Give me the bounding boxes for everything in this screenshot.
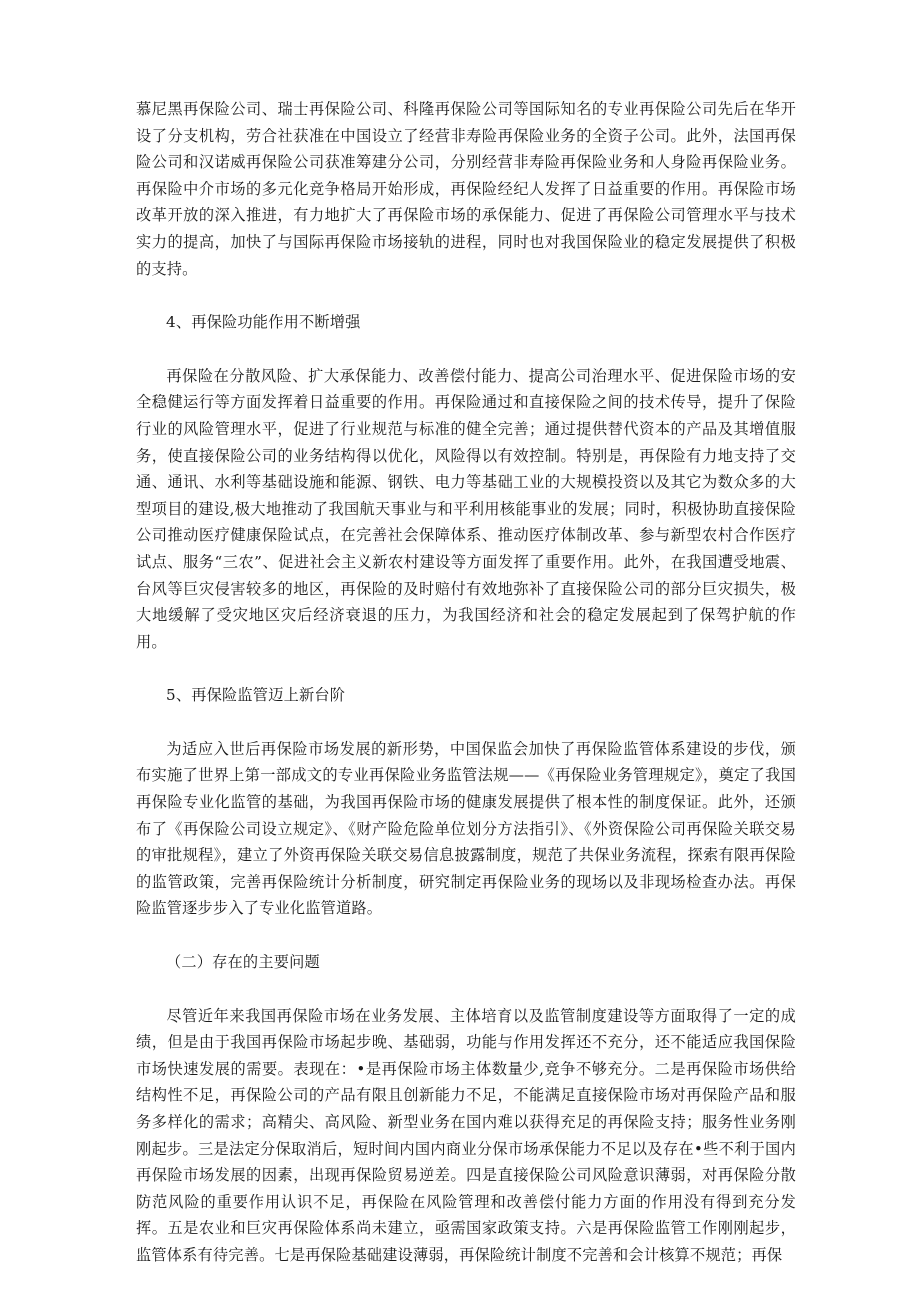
paragraph-existing-problems: 尽管近年来我国再保险市场在业务发展、主体培育以及监管制度建设等方面取得了一定的成绩，但是由于我国再保险市场起步晚、基础弱，功能与作用发挥还不充分，还不能适应我国保险市场快速发展的需要。表现在：•是再保险市场主体数量少,竞争不够充分。二是再保险市场供给结构性不足，再保险公司的产品有限且创新能力不足，不能满足直接保险市场对再保险产品和服务多样化的需求；高精尖、高风险、新型业务在国内难以获得充足的再保险支持；服务性业务刚刚起步。三是法定分保取消后，短时间内国内商业分保市场承保能力不足以及存在•些不利于国内再保险市场发展的因素，出现再保险贸易逆差。四是直接保险公司风险意识薄弱，对再保险分散防范风险的重要作用认识不足，再保险在风险管理和改善偿付能力方面的作用没有得到充分发挥。五是农业和巨灾再保险体系尚未建立，亟需国家政策支持。六是再保险监管工作刚刚起步，监管体系有待完善。七是再保险基础建设薄弱，再保险统计制度不完善和会计核算不规范；再保 [136,1006,796,1264]
document-page [136,96,796,1269]
heading-section-4: 4、再保险功能作用不断增强 [166,313,361,332]
heading-main-problems: （二）存在的主要问题 [166,953,320,972]
paragraph-reinsurance-regulation: 为适应入世后再保险市场发展的新形势，中国保监会加快了再保险监管体系建设的步伐，颁布实施了世界上第一部成文的专业再保险业务监管法规——《再保险业务管理规定》，奠定了我国再保险专业化监管的基础，为我国再保险市场的健康发展提供了根本性的制度保证。此外，还颁布了《再保险公司设立规定》、《财产险危险单位划分方法指引》、《外资保险公司再保险关联交易的审批规程》，建立了外资再保险关联交易信息披露制度，规范了共保业务流程，探索有限再保险的监管政策，完善再保险统计分析制度，研究制定再保险业务的现场以及非现场检查办法。再保险监管逐步步入了专业化监管道路。 [136,739,796,918]
heading-section-5: 5、再保险监管迈上新台阶 [166,686,346,705]
paragraph-reinsurance-function: 再保险在分散风险、扩大承保能力、改善偿付能力、提高公司治理水平、促进保险市场的安全稳健运行等方面发挥着日益重要的作用。再保险通过和直接保险之间的技术传导，提升了保险行业的风险管理水平，促进了行业规范与标准的健全完善；通过提供替代资本的产品及其增值服务，使直接保险公司的业务结构得以优化，风险得以有效控制。特别是，再保险有力地支持了交通、通讯、水利等基础设施和能源、钢铁、电力等基础工业的大规模投资以及其它为数众多的大型项目的建设,极大地推动了我国航天事业与和平利用核能事业的发展；同时，积极协助直接保险公司推动医疗健康保险试点，在完善社会保障体系、推动医疗体制改革、参与新型农村合作医疗试点、服务“三农”、促进社会主义新农村建设等方面发挥了重要作用。此外，在我国遭受地震、台风等巨灾侵害较多的地区，再保险的及时赔付有效地弥补了直接保险公司的部分巨灾损失，极大地缓解了受灾地区灾后经济衰退的压力，为我国经济和社会的稳定发展起到了保驾护航的作用。 [136,366,796,651]
paragraph-foreign-reinsurers: 慕尼黑再保险公司、瑞士再保险公司、科隆再保险公司等国际知名的专业再保险公司先后在华开设了分支机构，劳合社获准在中国设立了经营非寿险再保险业务的全资子公司。此外，法国再保险公司和汉诺威再保险公司获准筹建分公司，分别经营非寿险再保险业务和人身险再保险业务。再保险中介市场的多元化竞争格局开始形成，再保险经纪人发挥了日益重要的作用。再保险市场改革开放的深入推进，有力地扩大了再保险市场的承保能力、促进了再保险公司管理水平与技术实力的提高，加快了与国际再保险市场接轨的进程，同时也对我国保险业的稳定发展提供了积极的支持。 [136,100,796,278]
